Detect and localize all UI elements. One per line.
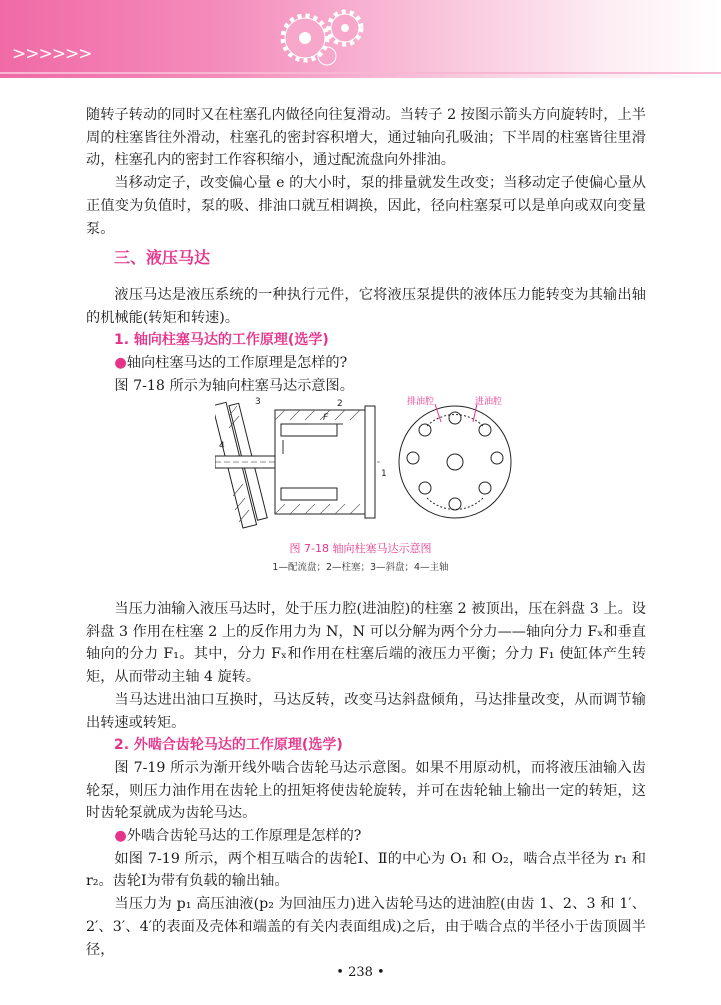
question-text: 外啮合齿轮马达的工作原理是怎样的?: [126, 828, 362, 845]
figure-caption: 图 7-18 轴向柱塞马达示意图: [289, 542, 432, 555]
paragraph: 当压力油输入液压马达时，处于压力腔(进油腔)的柱塞 2 被顶出，压在斜盘 3 上。设斜盘 3 作用在柱塞 2 上的反作用力为 N，N 可以分解为两个分力——轴向分力 Fₓ和垂直轴向的分力 F₁。其中，分力 Fₓ和作用在柱塞后端的液压力平衡；分力 F₁ 使缸体产生转矩，从而带动主轴 4 旋转。: [86, 601, 646, 686]
gears-icon: [265, 4, 385, 68]
paragraph: 图 7-18 所示为轴向柱塞马达示意图。: [114, 377, 354, 394]
paragraph: 液压马达是液压系统的一种执行元件，它将液压泵提供的液体压力能转变为其输出轴的机械能(转矩和转速)。: [86, 287, 646, 326]
page-header: [0, 0, 721, 78]
figure-label: 排油腔: [407, 397, 435, 407]
bullet-icon: ●: [114, 828, 127, 845]
page-number: • 238 •: [336, 965, 385, 980]
paragraph: 当移动定子，改变偏心量 e 的大小时，泵的排量就发生改变；当移动定子使偏心量从正值变为负值时，泵的吸、排油口就互相调换，因此，径向柱塞泵可以是单向或双向变量泵。: [86, 175, 646, 237]
header-rule: [0, 72, 721, 74]
question: [86, 825, 646, 848]
figure-label: 1: [381, 469, 387, 479]
question-text: 轴向柱塞马达的工作原理是怎样的?: [126, 355, 348, 372]
bullet-icon: ●: [114, 355, 127, 372]
port-plate: [365, 406, 375, 518]
paragraph: 当马达进出油口互换时，马达反转，改变马达斜盘倾角，马达排量改变，从而调节输出转速或转矩。: [86, 691, 646, 731]
figure-label: 3: [255, 397, 261, 407]
figure-label: 进油腔: [475, 397, 503, 407]
text-block-bottom: [86, 598, 646, 961]
subsection-title: 1. 轴向柱塞马达的工作原理(选学): [114, 332, 329, 349]
figure-label: 4: [219, 441, 225, 451]
figure-label: F: [323, 413, 329, 423]
text-block-intro: [86, 284, 646, 398]
subsection-title: 2. 外啮合齿轮马达的工作原理(选学): [114, 737, 343, 754]
figure-legend: 1—配流盘；2—柱塞；3—斜盘；4—主轴: [272, 562, 449, 573]
paragraph: 图 7-19 所示为渐开线外啮合齿轮马达示意图。如果不用原动机，而将液压油输入齿轮泵，则压力油作用在齿轮上的扭矩将使齿轮旋转，并可在齿轮轴上输出一定的转矩，这时齿轮泵就成为齿轮马达。: [86, 759, 646, 822]
paragraph: 随转子转动的同时又在柱塞孔内做径向往复滑动。当转子 2 按图示箭头方向旋转时，上半周的柱塞皆往外滑动，柱塞孔的密封容积增大，通过轴向孔吸油；下半周的柱塞皆往里滑动，柱塞孔内的密封工作容积缩小，通过配流盘向外排油。: [86, 107, 646, 169]
paragraph: 当压力为 p₁ 高压油液(p₂ 为回油压力)进入齿轮马达的进油腔(由齿 1、2、3 和 1′、2′、3′、4′的表面及壳体和端盖的有关内表面组成)之后，由于啮合点的半径小于齿顶圆半径，: [86, 896, 646, 958]
figure-label: 2: [337, 399, 343, 409]
text-block-top: [86, 104, 646, 240]
paragraph: 如图 7-19 所示，两个相互啮合的齿轮Ⅰ、Ⅱ的中心为 O₁ 和 O₂，啮合点半径为 r₁ 和 r₂。齿轮Ⅰ为带有负载的输出轴。: [86, 850, 646, 890]
section-title: 三、液压马达: [114, 248, 211, 267]
chevron-decoration: >>>>>>: [12, 44, 92, 64]
question: [86, 352, 646, 375]
figure-7-18: [215, 396, 515, 530]
